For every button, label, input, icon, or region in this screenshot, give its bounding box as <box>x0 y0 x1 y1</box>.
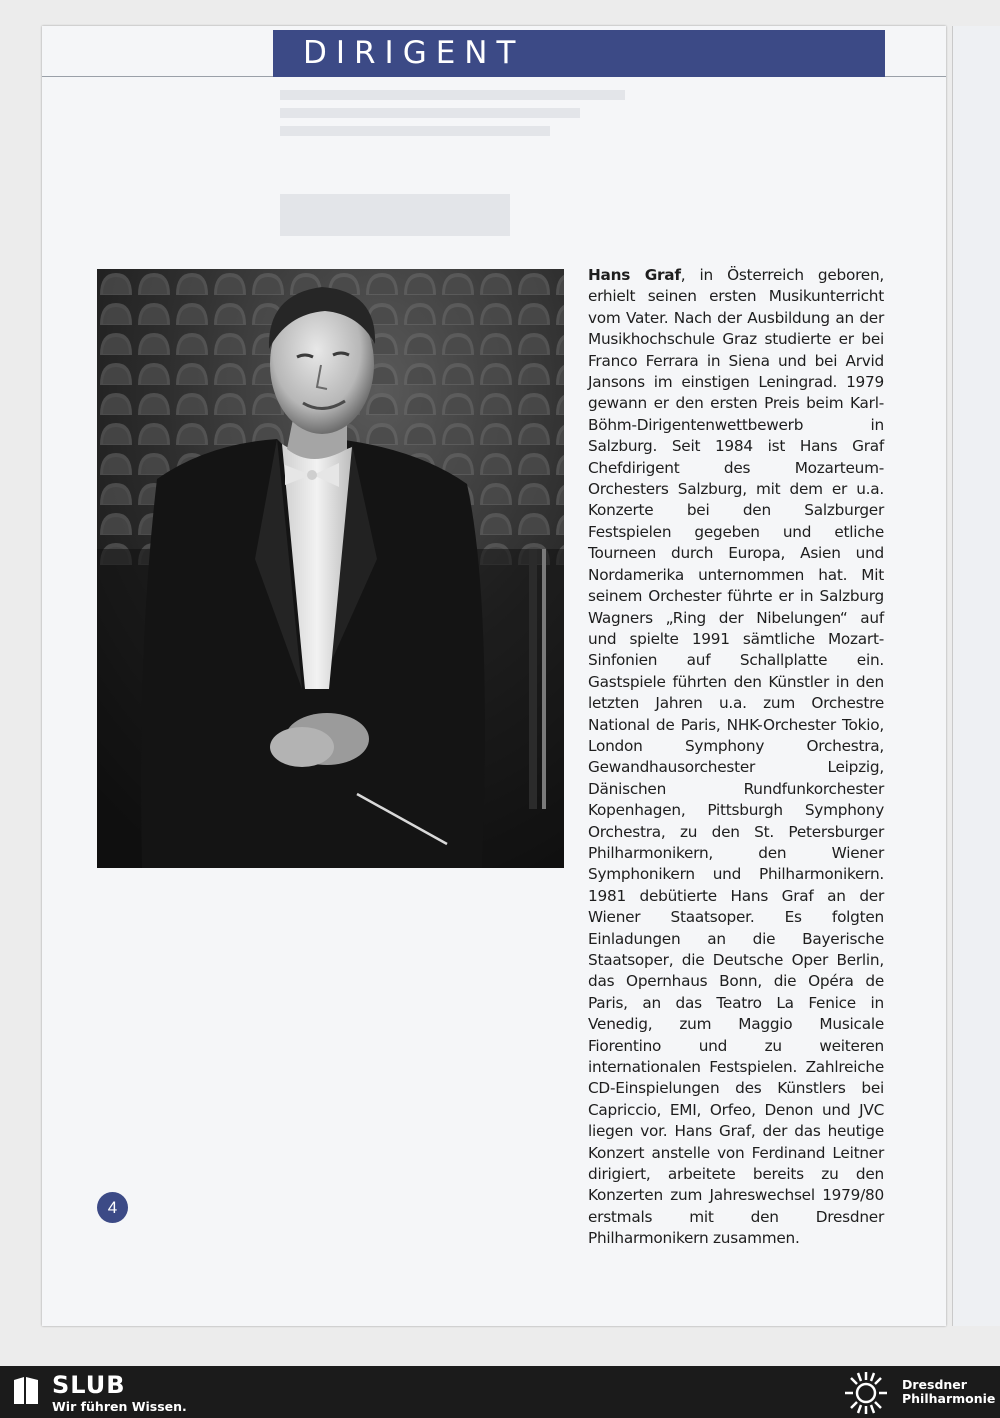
partner-name-line1: Dresdner <box>902 1377 967 1392</box>
partner-name[interactable] <box>902 1378 995 1406</box>
conductor-portrait-image <box>97 269 564 868</box>
footer-bar <box>0 1366 1000 1418</box>
section-title: DIRIGENT <box>303 35 525 71</box>
conductor-photo <box>97 269 564 868</box>
book-icon[interactable] <box>12 1376 40 1406</box>
bleed-through-decoration <box>280 82 640 262</box>
section-banner <box>273 30 885 77</box>
page-number-badge: 4 <box>97 1192 128 1223</box>
biography-text <box>588 265 884 1250</box>
next-page-edge <box>952 26 1000 1326</box>
library-tagline: Wir führen Wissen. <box>52 1399 187 1414</box>
sunburst-icon[interactable] <box>842 1370 890 1416</box>
library-name[interactable]: SLUB <box>52 1371 126 1399</box>
artist-name: Hans Graf <box>588 266 681 284</box>
partner-name-line2: Philharmonie <box>902 1391 996 1406</box>
biography-body: , in Österreich geboren, erhielt seinen ersten Musikunterricht vom Vater. Nach der Ausbildung an der Musikhochschule Graz studierte er bei Franco Ferrara in Siena und bei Arvid Jansons im einstigen Leningrad. 1979 gewann er den ersten Preis beim Karl-Böhm-Dirigentenwettbewerb in Salzburg. Seit 1984 ist Hans Graf Chefdirigent des Mozarteum-Orchesters Salzburg, mit dem er u.a. Konzerte bei den Salzburger Festspielen gegeben und etliche Tourneen durch Europa, Asien und Nordamerika unternommen hat. Mit seinem Orchester führte er in Salzburg Wagners „Ring der Nibelungen“ auf und spielte 1991 sämtliche Mozart-Sinfonien auf Schallplatte ein. Gastspiele führten den Künstler in den letzten Jahren u.a. zum Orchestre National de Paris, NHK-Orchester Tokio, London Symphony Orchestra, Gewandhausorchester Leipzig, Dänischen Rundfunkorchester Kopenhagen, Pittsburgh Symphony Orchestra, zu den St. Petersburger Philharmonikern, den Wiener Symphonikern und Philharmonikern. 1981 debütierte Hans Graf an der Wiener Staatsoper. Es folgten Einladungen an die Bayerische Staatsoper, die Deutsche Oper Berlin, das Opernhaus Bonn, die Opéra de Paris, an das Teatro La Fenice in Venedig, zum Maggio Musicale Fiorentino und zu weiteren internationalen Festspielen. Zahlreiche CD-Einspielungen des Künstlers bei Capriccio, EMI, Orfeo, Denon und JVC liegen vor. Hans Graf, der das heutige Konzert anstelle von Ferdinand Leitner dirigiert, arbeitete bereits zu den Konzerten zum Jahreswechsel 1979/80 erstmals mit den Dresdner Philharmonikern zusammen. <box>588 266 884 1248</box>
